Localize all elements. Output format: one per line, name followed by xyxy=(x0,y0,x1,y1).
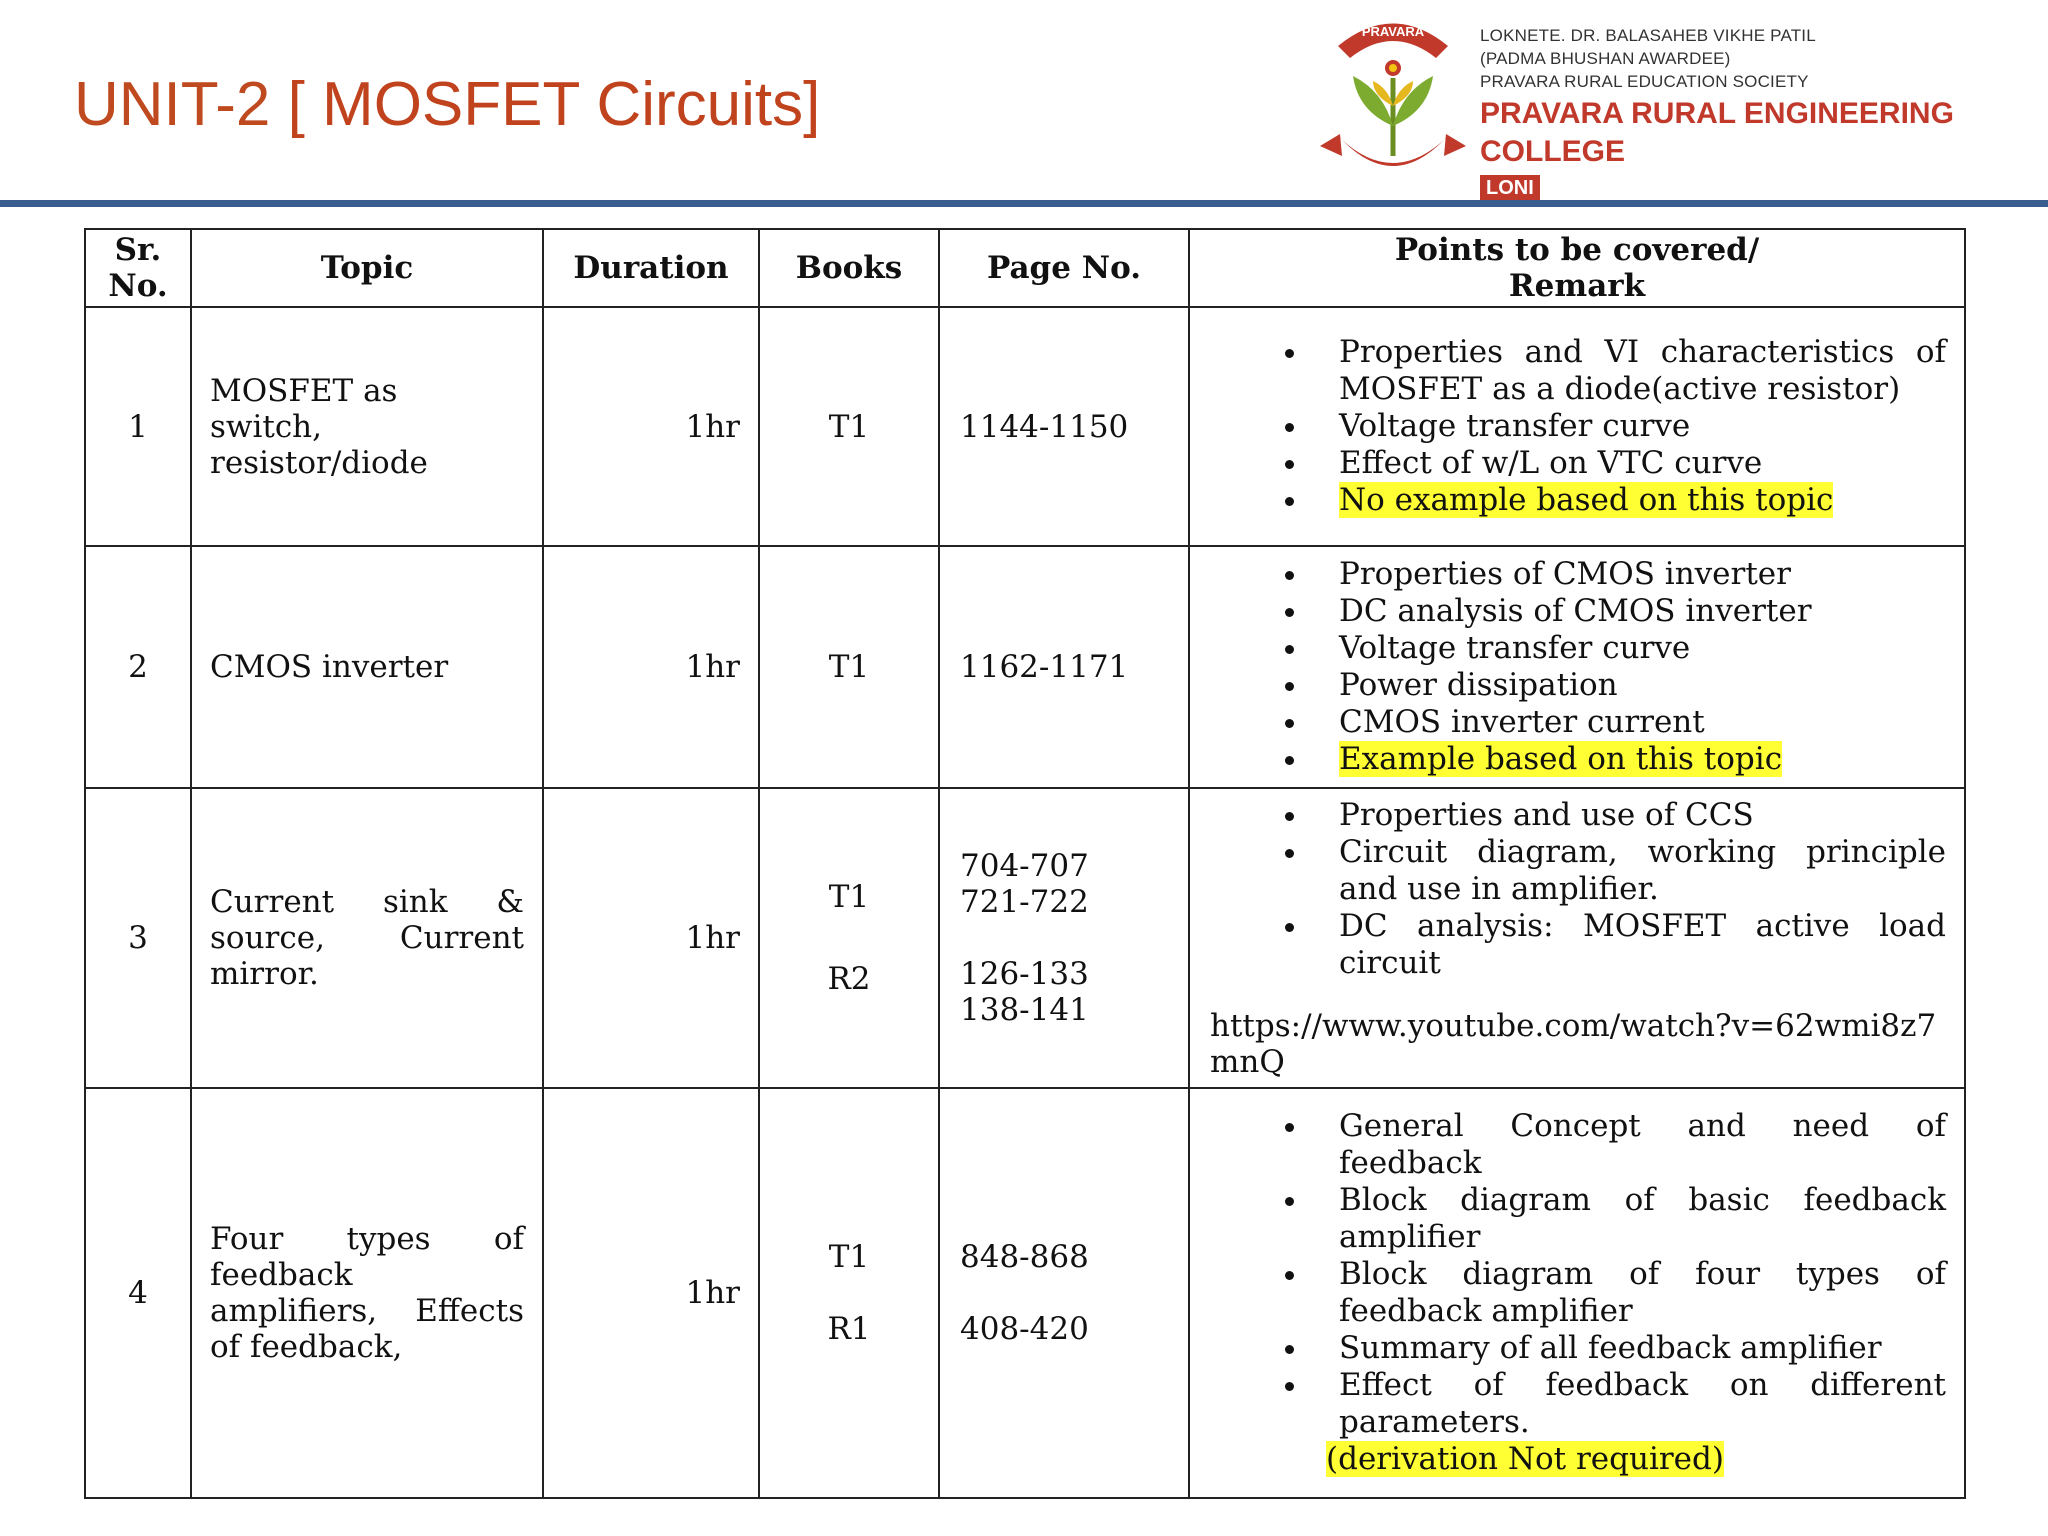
row-sr-no: 1 xyxy=(85,307,191,546)
row-page-no xyxy=(939,788,1189,1088)
row-duration: 1hr xyxy=(543,307,759,546)
point-item: CMOS inverter current xyxy=(1198,704,1946,741)
header-sr-line2: No. xyxy=(108,268,168,304)
point-item: Properties and VI characteristics of MOSFET as a diode(active resistor) xyxy=(1198,334,1946,408)
unit-label: UNIT-2 xyxy=(74,70,271,139)
row-topic: CMOS inverter xyxy=(191,546,543,788)
header-page-no: Page No. xyxy=(939,229,1189,307)
page-range: 138-141 xyxy=(960,992,1089,1028)
point-item: Summary of all feedback amplifier xyxy=(1198,1330,1946,1367)
college-emblem-icon xyxy=(1318,6,1468,186)
remark-note xyxy=(1198,1441,1946,1478)
point-item: Voltage transfer curve xyxy=(1198,408,1946,445)
book-ref: R1 xyxy=(827,1311,871,1347)
header-books: Books xyxy=(759,229,939,307)
book-ref: T1 xyxy=(828,1239,870,1275)
row-points xyxy=(1189,1088,1965,1498)
table-row xyxy=(85,1088,1965,1498)
row-book: T1 xyxy=(759,546,939,788)
row-sr-no: 2 xyxy=(85,546,191,788)
college-logo-block xyxy=(1318,6,2038,199)
table-row xyxy=(85,546,1965,788)
header-points xyxy=(1189,229,1965,307)
point-item: DC analysis of CMOS inverter xyxy=(1198,593,1946,630)
row-topic xyxy=(191,307,543,546)
point-item: Properties and use of CCS xyxy=(1198,797,1946,834)
page-range: 408-420 xyxy=(960,1311,1089,1347)
row-points xyxy=(1189,307,1965,546)
table-row xyxy=(85,307,1965,546)
highlighted-remark: (derivation Not required) xyxy=(1326,1441,1724,1477)
book-ref: R2 xyxy=(827,961,871,997)
row-sr-no: 4 xyxy=(85,1088,191,1498)
header-points-line1: Points to be covered/ xyxy=(1394,232,1760,268)
point-item: Voltage transfer curve xyxy=(1198,630,1946,667)
header-sr-line1: Sr. xyxy=(114,232,162,268)
video-link[interactable]: https://www.youtube.com/watch?v=62wmi8z7mnQ xyxy=(1210,1007,1937,1080)
table-header-row xyxy=(85,229,1965,307)
row-books xyxy=(759,1088,939,1498)
row-page-no: 1144-1150 xyxy=(939,307,1189,546)
row-points xyxy=(1189,546,1965,788)
header-topic: Topic xyxy=(191,229,543,307)
header-divider xyxy=(0,200,2048,207)
page-range: 126-133 xyxy=(960,956,1089,992)
point-item: Block diagram of four types of feedback amplifier xyxy=(1198,1256,1946,1330)
emblem-text: PRAVARA xyxy=(1361,24,1425,39)
row-topic: Four types of feedback amplifiers, Effects of feedback, xyxy=(191,1088,543,1498)
topic-line: MOSFET as xyxy=(210,372,398,409)
college-line-2: (PADMA BHUSHAN AWARDEE) xyxy=(1480,49,1731,68)
topic-line: switch, xyxy=(210,408,322,445)
point-item: Circuit diagram, working principle and use in amplifier. xyxy=(1198,834,1946,908)
table-row xyxy=(85,788,1965,1088)
row-books xyxy=(759,788,939,1088)
page-range: 704-707 xyxy=(960,848,1089,884)
slide-title xyxy=(74,70,821,139)
book-ref: T1 xyxy=(828,879,870,915)
college-line-1: LOKNETE. DR. BALASAHEB VIKHE PATIL xyxy=(1480,26,1816,45)
college-place-badge: LONI xyxy=(1480,175,1540,202)
header-points-line2: Remark xyxy=(1508,268,1646,304)
row-page-no xyxy=(939,1088,1189,1498)
row-page-no: 1162-1171 xyxy=(939,546,1189,788)
point-item-highlighted xyxy=(1198,741,1946,778)
row-points xyxy=(1189,788,1965,1088)
college-name: PRAVARA RURAL ENGINEERING COLLEGE xyxy=(1480,97,1954,168)
topic-line: resistor/diode xyxy=(210,444,428,481)
highlighted-remark: No example based on this topic xyxy=(1339,482,1834,518)
row-topic: Current sink & source, Current mirror. xyxy=(191,788,543,1088)
row-sr-no: 3 xyxy=(85,788,191,1088)
row-duration: 1hr xyxy=(543,546,759,788)
point-item: Properties of CMOS inverter xyxy=(1198,556,1946,593)
header-sr-no xyxy=(85,229,191,307)
row-duration: 1hr xyxy=(543,788,759,1088)
point-item: Power dissipation xyxy=(1198,667,1946,704)
lesson-plan-table xyxy=(84,228,1966,1499)
page-range: 721-722 xyxy=(960,884,1089,920)
point-item: DC analysis: MOSFET active load circuit xyxy=(1198,908,1946,982)
row-book: T1 xyxy=(759,307,939,546)
page-range: 848-868 xyxy=(960,1239,1089,1275)
row-duration: 1hr xyxy=(543,1088,759,1498)
header-duration: Duration xyxy=(543,229,759,307)
subject-label: [ MOSFET Circuits] xyxy=(287,70,821,139)
highlighted-remark: Example based on this topic xyxy=(1339,741,1783,777)
point-item: General Concept and need of feedback xyxy=(1198,1108,1946,1182)
point-item: Effect of feedback on different parameters. xyxy=(1198,1367,1946,1441)
college-line-3: PRAVARA RURAL EDUCATION SOCIETY xyxy=(1480,72,1809,91)
college-name-block xyxy=(1480,24,2038,202)
point-item: Block diagram of basic feedback amplifier xyxy=(1198,1182,1946,1256)
point-item-highlighted xyxy=(1198,482,1946,519)
point-item: Effect of w/L on VTC curve xyxy=(1198,445,1946,482)
